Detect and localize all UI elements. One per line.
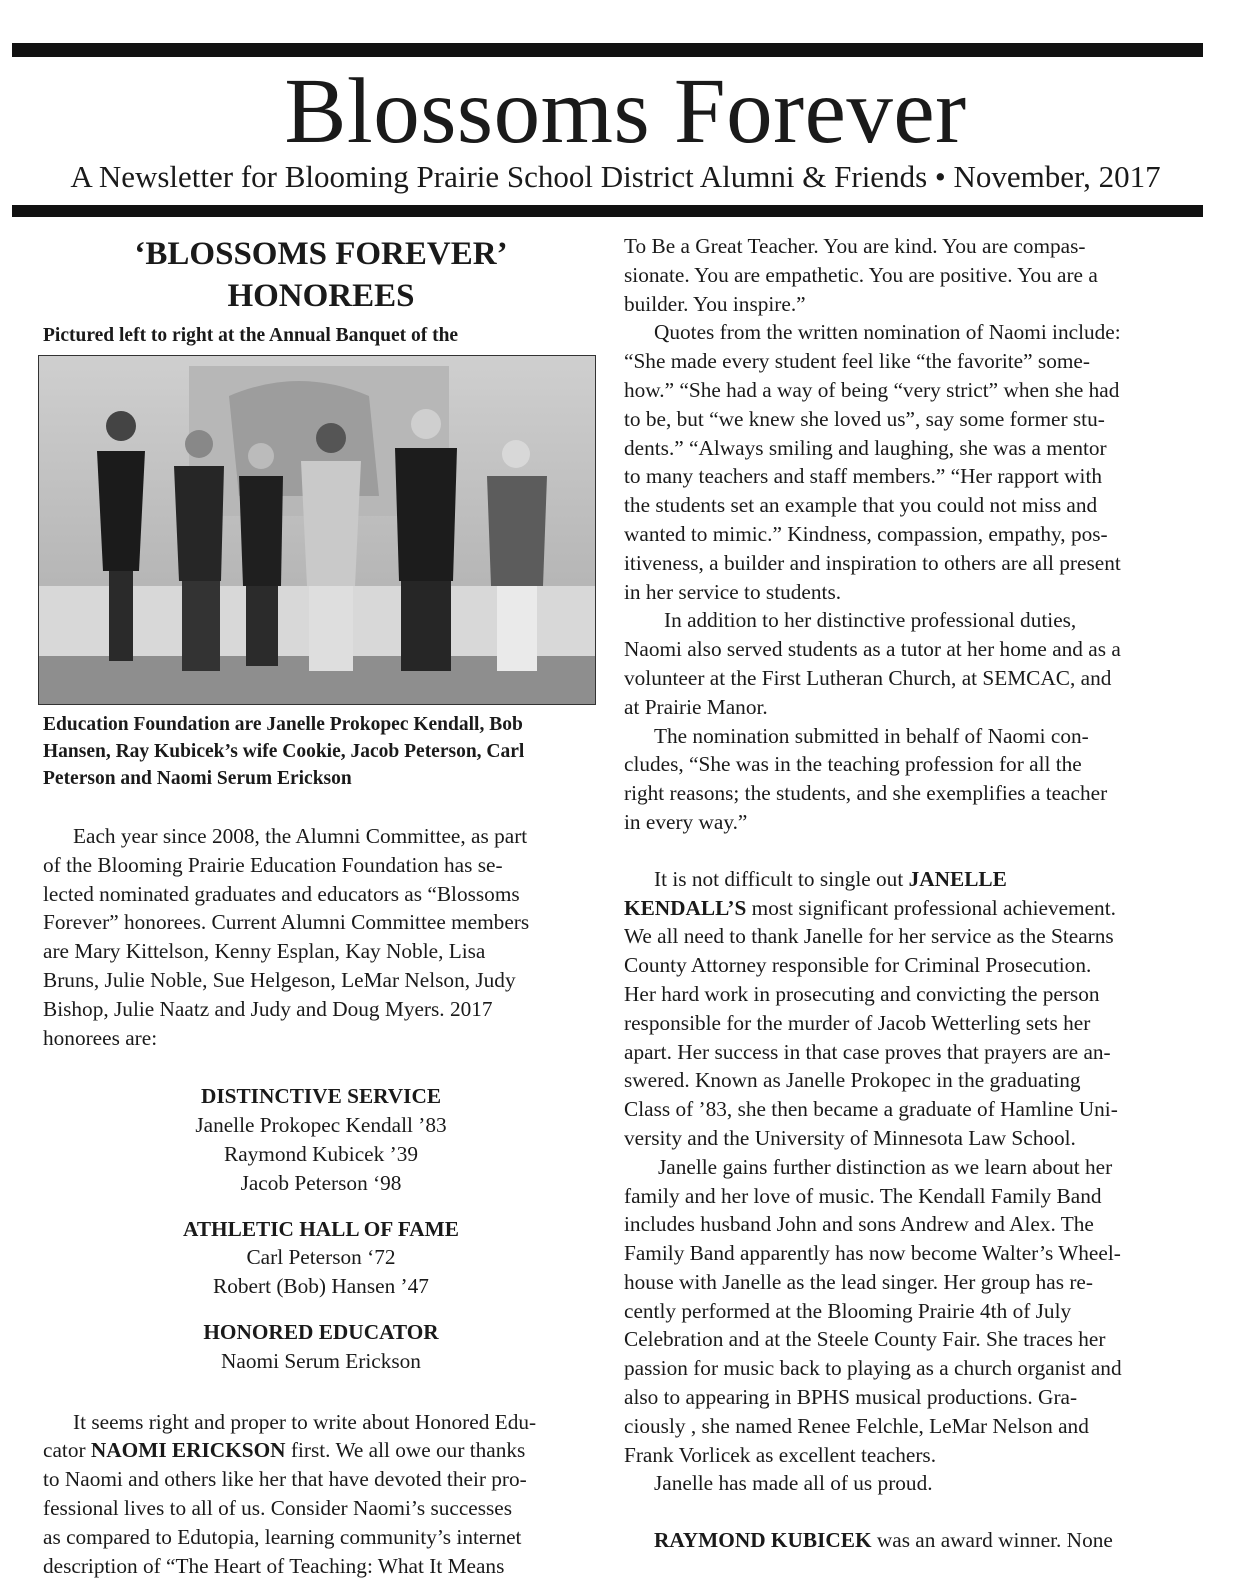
janelle-name: JANELLE: [908, 866, 1007, 891]
body-line: In addition to her distinctive professional duties,: [664, 608, 1077, 633]
body-line: includes husband John and sons Andrew and Alex. The: [624, 1212, 1094, 1237]
award-title: ATHLETIC HALL OF FAME: [183, 1216, 459, 1241]
body-line: in her service to students.: [624, 579, 842, 604]
article-headline-line2: HONOREES: [227, 278, 415, 314]
intro-line: Bruns, Julie Noble, Sue Helgeson, LeMar Nelson, Judy: [43, 967, 516, 992]
body-line: Family Band apparently has now become Walter’s Wheel-: [624, 1241, 1121, 1266]
intro-line: lected nominated graduates and educators as “Blossoms: [43, 881, 520, 906]
award-honored-educator: [43, 1318, 599, 1376]
award-distinctive-service: [43, 1082, 599, 1197]
body-line: It is not difficult to single out JANELLE: [654, 866, 1007, 891]
body-line: To Be a Great Teacher. You are kind. You are compas-: [624, 234, 1086, 258]
intro-line: Forever” honorees. Current Alumni Committee members: [43, 910, 530, 935]
right-column: [624, 232, 1186, 1555]
body-line: swered. Known as Janelle Prokopec in the graduating: [624, 1068, 1081, 1093]
intro-line: Each year since 2008, the Alumni Committee, as part: [73, 824, 528, 848]
body-line: dents.” “Always smiling and laughing, she was a mentor: [624, 435, 1107, 460]
body-line: “She made every student feel like “the favorite” some-: [624, 349, 1090, 374]
janelle-name: KENDALL’S: [624, 895, 747, 920]
naomi-intro-line: fessional lives to all of us. Consider Naomi’s successes: [43, 1495, 513, 1520]
body-line: builder. You inspire.”: [624, 291, 806, 316]
body-line: sionate. You are empathetic. You are positive. You are a: [624, 262, 1098, 287]
raymond-name: RAYMOND KUBICEK: [654, 1528, 872, 1553]
masthead-subtitle: A Newsletter for Blooming Prairie School District Alumni & Friends • November, 2017: [70, 159, 1161, 194]
intro-line: honorees are:: [43, 1025, 158, 1050]
naomi-intro-line: as compared to Edutopia, learning community’s internet: [43, 1524, 522, 1549]
body-line: family and her love of music. The Kendall Family Band: [624, 1183, 1102, 1208]
masthead-bottom-rule: [12, 205, 1203, 217]
body-line: Frank Vorlicek as excellent teachers.: [624, 1442, 937, 1467]
photo-caption-intro: Pictured left to right at the Annual Banquet of the: [43, 325, 459, 346]
body-line: in every way.”: [624, 809, 748, 834]
body-line: Her hard work in prosecuting and convicting the person: [624, 981, 1100, 1006]
body-line: cently performed at the Blooming Prairie 4th of July: [624, 1298, 1072, 1323]
award-honoree: Jacob Peterson ‘98: [240, 1170, 402, 1195]
masthead-title: Blossoms Forever: [284, 60, 967, 163]
body-line: Celebration and at the Steele County Fair. She traces her: [624, 1327, 1106, 1352]
body-line: cludes, “She was in the teaching profession for all the: [624, 752, 1082, 777]
naomi-intro-line: cator NAOMI ERICKSON first. We all owe our thanks: [43, 1438, 526, 1463]
body-line: wanted to mimic.” Kindness, compassion, empathy, pos-: [624, 521, 1108, 546]
body-line: volunteer at the First Lutheran Church, at SEMCAC, and: [624, 665, 1112, 690]
body-line: how.” “She had a way of being “very strict” when she had: [624, 377, 1120, 402]
body-line: County Attorney responsible for Criminal Prosecution.: [624, 953, 1092, 978]
body-line: passion for music back to playing as a church organist and: [624, 1356, 1122, 1381]
body-line: ciously , she named Renee Felchle, LeMar Nelson and: [624, 1413, 1089, 1438]
naomi-intro-line: It seems right and proper to write about Honored Edu-: [73, 1409, 537, 1434]
body-line: responsible for the murder of Jacob Wetterling sets her: [624, 1010, 1091, 1035]
body-line: to be, but “we knew she loved us”, say some former stu-: [624, 406, 1105, 431]
award-honoree: Naomi Serum Erickson: [221, 1348, 421, 1373]
body-line: versity and the University of Minnesota Law School.: [624, 1125, 1076, 1150]
body-line: The nomination submitted in behalf of Naomi con-: [654, 723, 1089, 748]
intro-line: Bishop, Julie Naatz and Judy and Doug Myers. 2017: [43, 996, 493, 1021]
award-honoree: Raymond Kubicek ’39: [223, 1141, 418, 1166]
body-line: RAYMOND KUBICEK was an award winner. None: [654, 1528, 1113, 1553]
photo-caption-line3: Peterson and Naomi Serum Erickson: [43, 768, 352, 789]
body-line: apart. Her success in that case proves that prayers are an-: [624, 1039, 1111, 1064]
body-line: Quotes from the written nomination of Naomi include:: [654, 320, 1121, 345]
body-line: house with Janelle as the lead singer. Her group has re-: [624, 1269, 1093, 1294]
body-line: Janelle gains further distinction as we learn about her: [658, 1154, 1113, 1179]
award-honoree: Carl Peterson ‘72: [246, 1245, 396, 1270]
body-line: KENDALL’S most significant professional achievement.: [624, 895, 1116, 920]
photo-caption-line2: Hansen, Ray Kubicek’s wife Cookie, Jacob Peterson, Carl: [43, 741, 525, 762]
person-5: [395, 409, 457, 671]
intro-line: are Mary Kittelson, Kenny Esplan, Kay Noble, Lisa: [43, 939, 486, 964]
intro-line: of the Blooming Prairie Education Foundation has se-: [43, 852, 503, 877]
award-honoree: Robert (Bob) Hansen ’47: [213, 1274, 429, 1299]
body-line: Janelle has made all of us proud.: [654, 1471, 933, 1496]
naomi-name: NAOMI ERICKSON: [90, 1438, 286, 1463]
masthead-top-rule: [12, 43, 1203, 57]
body-line: the students set an example that you could not miss and: [624, 493, 1098, 518]
body-line: Class of ’83, she then became a graduate of Hamline Uni-: [624, 1097, 1118, 1122]
photo-caption-line1: Education Foundation are Janelle Prokopec Kendall, Bob: [43, 714, 523, 735]
body-line: to many teachers and staff members.” “Her rapport with: [624, 464, 1103, 489]
body-line: We all need to thank Janelle for her service as the Stearns: [624, 924, 1114, 949]
naomi-intro-line: to Naomi and others like her that have devoted their pro-: [43, 1467, 527, 1492]
article-headline-line1: ‘BLOSSOMS FOREVER’: [134, 236, 508, 272]
award-title: HONORED EDUCATOR: [203, 1319, 439, 1344]
body-line: at Prairie Manor.: [624, 694, 768, 719]
award-athletic-hall-of-fame: [43, 1215, 599, 1301]
body-line: itiveness, a builder and inspiration to others are all present: [624, 550, 1121, 575]
naomi-intro-line: description of “The Heart of Teaching: What It Means: [43, 1553, 505, 1578]
left-column: [43, 232, 599, 1580]
body-line: also to appearing in BPHS musical productions. Gra-: [624, 1385, 1078, 1410]
honorees-photo: [38, 355, 596, 705]
award-honoree: Janelle Prokopec Kendall ’83: [195, 1113, 447, 1138]
award-title: DISTINCTIVE SERVICE: [200, 1084, 442, 1109]
body-line: Naomi also served students as a tutor at her home and as a: [624, 637, 1121, 662]
body-line: right reasons; the students, and she exemplifies a teacher: [624, 781, 1108, 806]
